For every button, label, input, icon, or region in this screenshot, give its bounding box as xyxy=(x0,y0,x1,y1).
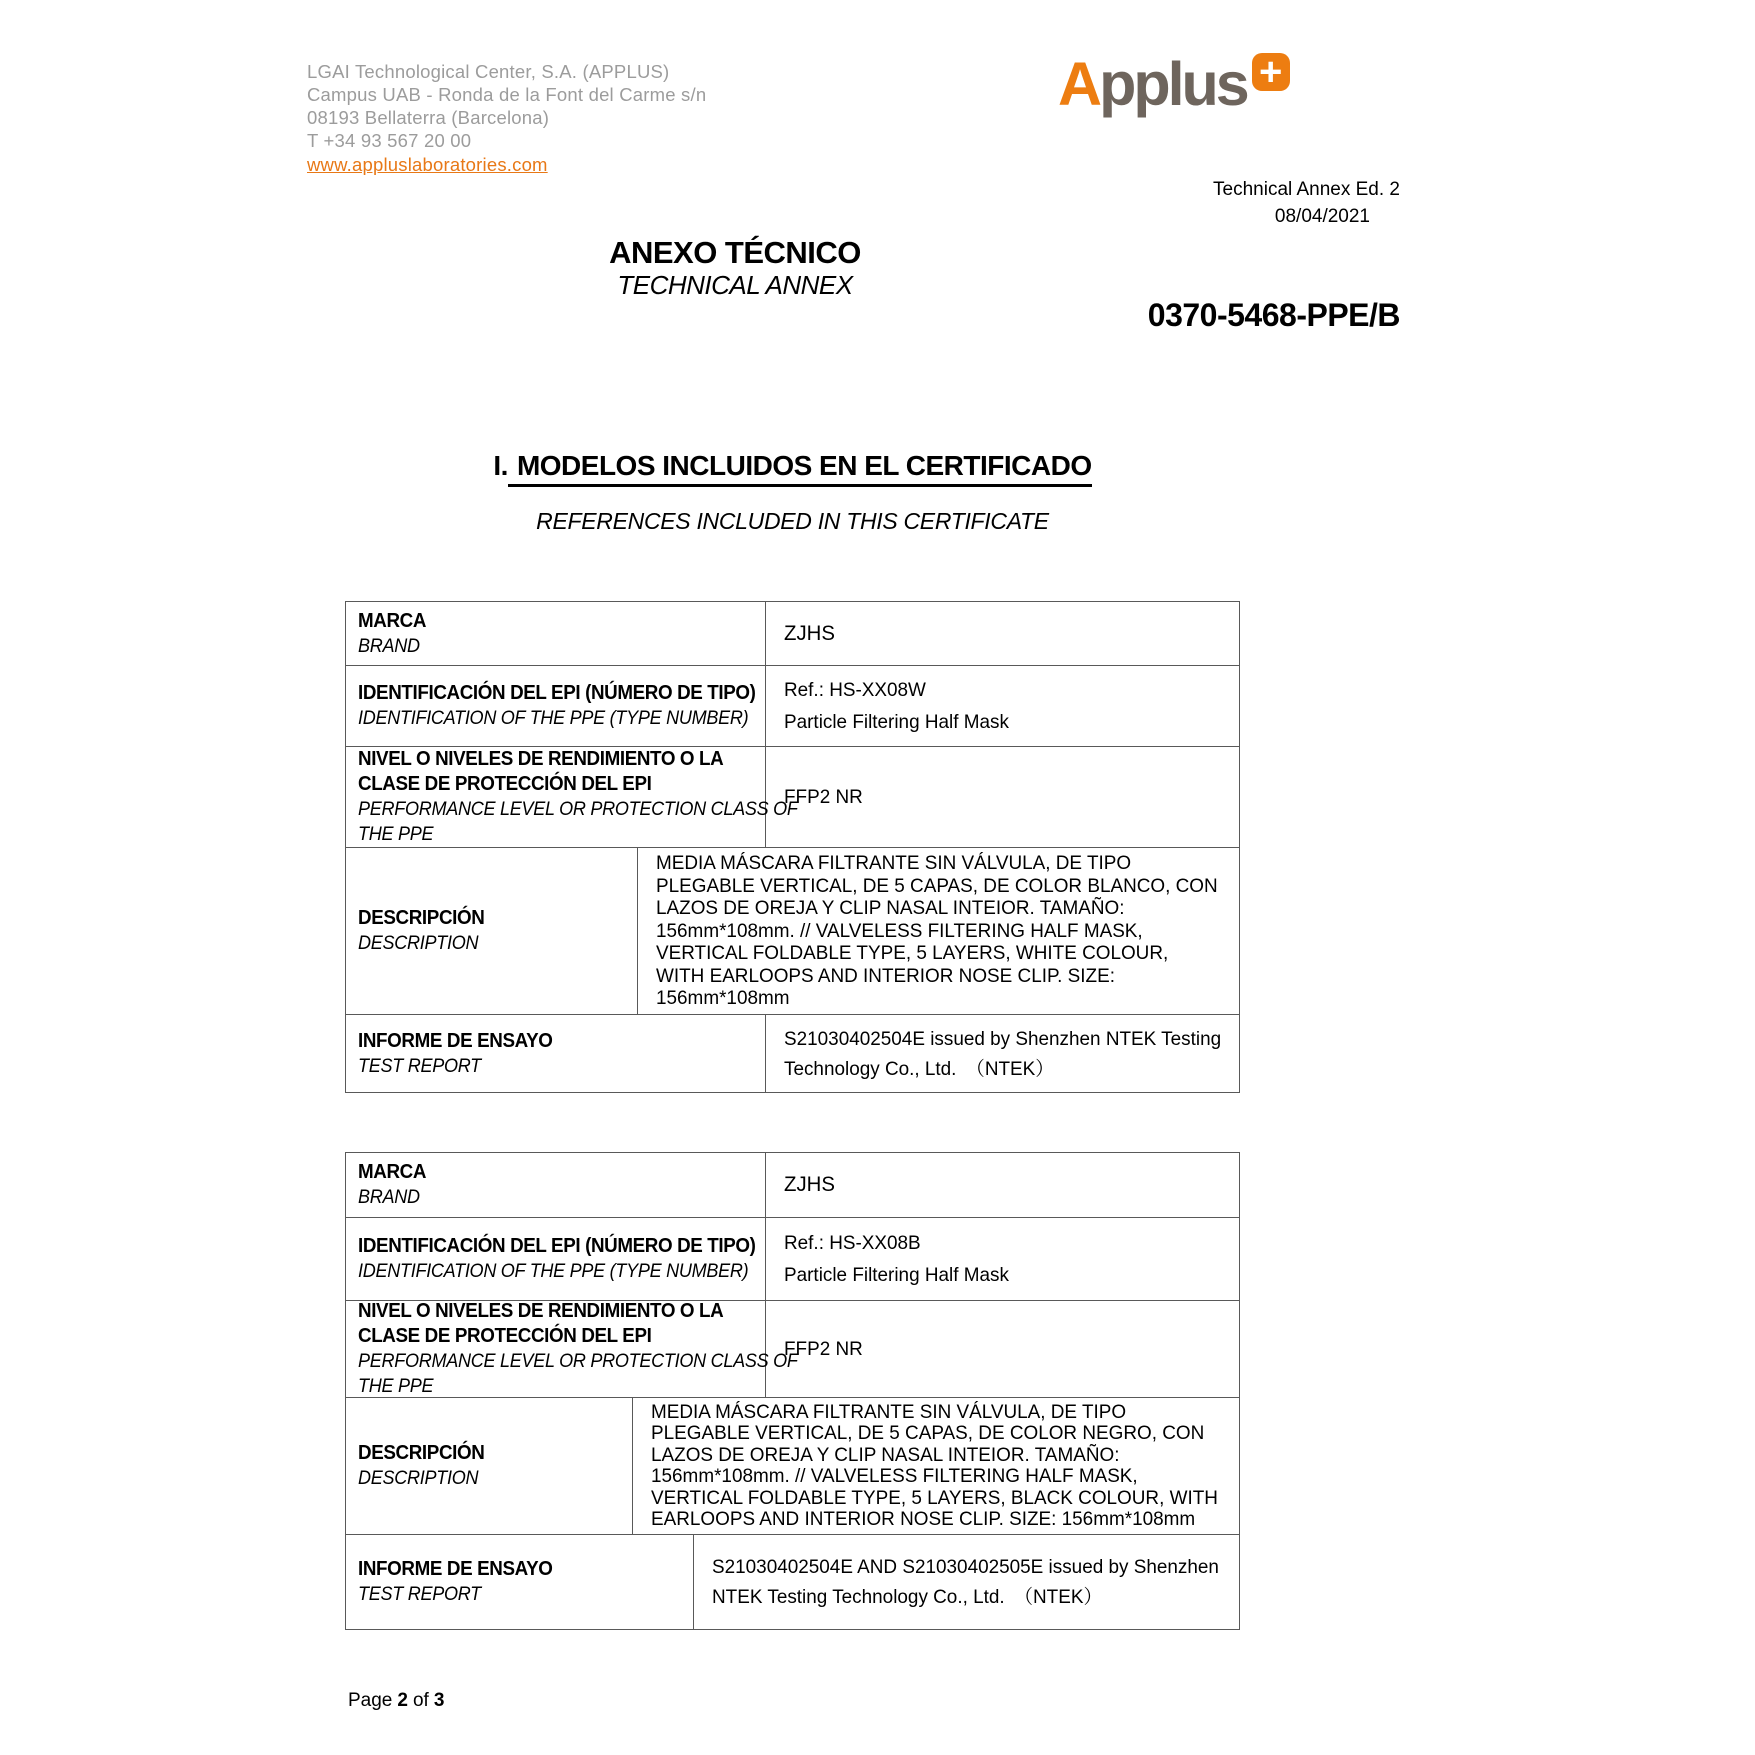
annex-edition: Technical Annex Ed. 2 xyxy=(1213,179,1400,200)
text-line: IDENTIFICATION OF THE PPE (TYPE NUMBER) xyxy=(358,1261,749,1282)
text-line: NTEK Testing Technology Co., Ltd. （NTEK） xyxy=(712,1586,1103,1608)
text-line: ZJHS xyxy=(784,621,835,645)
models-table-1 xyxy=(345,601,1240,1093)
label-cell xyxy=(346,1218,766,1300)
value-cell xyxy=(766,1015,1239,1092)
text-line: LAZOS DE OREJA Y CLIP NASAL INTEIOR. TAMAÑO: xyxy=(650,1443,1120,1466)
text-line: Particle Filtering Half Mask xyxy=(784,1264,1009,1286)
table-row-description xyxy=(346,1398,1239,1535)
value-cell xyxy=(766,747,1239,847)
page-current: 2 xyxy=(397,1690,408,1711)
text-line: DESCRIPCIÓN xyxy=(358,1442,485,1464)
section-heading-text: MODELOS INCLUIDOS EN EL CERTIFICADO xyxy=(508,450,1092,487)
table-row-brand xyxy=(346,1153,1239,1218)
text-line: 156mm*108mm. // VALVELESS FILTERING HALF MASK, xyxy=(650,1465,1138,1487)
text-line: 156mm*108mm xyxy=(655,987,790,1010)
applus-logo xyxy=(1058,52,1290,116)
document-title-block xyxy=(285,236,1185,300)
label-cell xyxy=(346,666,766,746)
label-english xyxy=(358,1054,763,1079)
logo-wordmark xyxy=(1058,52,1247,116)
text-line: S21030402504E AND S21030402505E issued by Shenzhen xyxy=(712,1556,1220,1578)
text-line: ZJHS xyxy=(784,1173,835,1196)
value-text xyxy=(784,1170,1235,1200)
label-cell xyxy=(346,1535,694,1629)
label-spanish xyxy=(358,747,763,797)
label-english xyxy=(358,1259,763,1284)
annex-date: 08/04/2021 xyxy=(1274,206,1370,227)
text-line: INFORME DE ENSAYO xyxy=(358,1558,553,1580)
text-line: IDENTIFICATION OF THE PPE (TYPE NUMBER) xyxy=(358,708,749,729)
text-line: DESCRIPCIÓN xyxy=(358,907,485,929)
value-text xyxy=(784,619,1235,649)
label-english xyxy=(358,1349,798,1399)
text-line: PERFORMANCE LEVEL OR PROTECTION CLASS OF xyxy=(358,799,798,820)
value-text xyxy=(784,1334,1235,1364)
label-spanish xyxy=(358,906,635,931)
value-text xyxy=(784,782,1235,812)
text-line: BRAND xyxy=(358,1187,420,1208)
table-row-performance-level xyxy=(346,747,1239,848)
label-cell xyxy=(346,1015,766,1092)
label-spanish xyxy=(358,1160,763,1185)
table-row-test-report xyxy=(346,1535,1239,1629)
table-row-description xyxy=(346,848,1239,1015)
value-text xyxy=(651,1402,1235,1531)
certificate-number: 0370-5468-PPE/B xyxy=(1147,297,1400,333)
label-cell xyxy=(346,848,638,1014)
label-cell xyxy=(346,1300,798,1397)
text-line: NIVEL O NIVELES DE RENDIMIENTO O LA xyxy=(358,748,724,770)
text-line: Ref.: HS-XX08B xyxy=(784,1232,921,1254)
value-cell xyxy=(766,666,1239,746)
value-text xyxy=(784,674,1235,738)
value-text xyxy=(784,1227,1235,1291)
label-spanish xyxy=(358,1299,763,1349)
website-link[interactable]: www.appluslaboratories.com xyxy=(307,154,548,175)
text-line: WITH EARLOOPS AND INTERIOR NOSE CLIP. SIZE: xyxy=(655,964,1115,987)
phone-line: T +34 93 567 20 00 xyxy=(307,130,472,151)
label-spanish xyxy=(358,1441,630,1466)
text-line: TEST REPORT xyxy=(358,1584,481,1605)
logo-letter-a: A xyxy=(1058,50,1100,118)
label-english xyxy=(358,797,798,847)
text-line: EARLOOPS AND INTERIOR NOSE CLIP. SIZE: 156mm*108mm xyxy=(650,1508,1195,1530)
text-line: CLASE DE PROTECCIÓN DEL EPI xyxy=(358,1325,652,1347)
value-cell xyxy=(638,848,1239,1014)
label-english xyxy=(358,706,763,731)
label-cell xyxy=(346,602,766,665)
label-spanish xyxy=(358,609,763,634)
text-line: MARCA xyxy=(358,1161,427,1183)
label-spanish xyxy=(358,1234,763,1259)
label-cell xyxy=(346,747,798,847)
label-english xyxy=(358,634,763,659)
label-spanish xyxy=(358,681,763,706)
text-line: BRAND xyxy=(358,635,420,657)
text-line: IDENTIFICACIÓN DEL EPI (NÚMERO DE TIPO) xyxy=(358,682,756,704)
text-line: FFP2 NR xyxy=(784,786,863,808)
value-text xyxy=(712,1552,1235,1612)
value-cell xyxy=(766,1153,1239,1217)
text-line: DESCRIPTION xyxy=(358,1468,479,1489)
text-line: FFP2 NR xyxy=(784,1338,863,1360)
company-address xyxy=(307,60,706,176)
text-line: S21030402504E issued by Shenzhen NTEK Testing xyxy=(784,1027,1222,1050)
text-line: Technology Co., Ltd. （NTEK） xyxy=(784,1057,1055,1080)
address-line: Campus UAB - Ronda de la Font del Carme s/n xyxy=(307,84,707,105)
table-row-identification xyxy=(346,666,1239,747)
company-name: LGAI Technological Center, S.A. (APPLUS) xyxy=(307,61,670,82)
page-total: 3 xyxy=(433,1690,445,1711)
label-english xyxy=(358,1466,630,1491)
label-spanish xyxy=(358,1557,691,1582)
section-heading xyxy=(345,450,1240,482)
plus-icon: + xyxy=(1252,53,1290,91)
logo-letters-pplus: pplus xyxy=(1099,50,1247,118)
value-text xyxy=(656,852,1235,1010)
text-line: PLEGABLE VERTICAL, DE 5 CAPAS, DE COLOR NEGRO, CON xyxy=(650,1422,1204,1444)
page-footer xyxy=(348,1690,444,1712)
address-line: 08193 Bellaterra (Barcelona) xyxy=(307,107,550,128)
label-english xyxy=(358,931,635,956)
value-cell xyxy=(766,1218,1239,1300)
models-table-2 xyxy=(345,1152,1240,1630)
text-line: INFORME DE ENSAYO xyxy=(358,1029,553,1052)
text-line: VERTICAL FOLDABLE TYPE, 5 LAYERS, WHITE COLOUR, xyxy=(655,942,1169,965)
label-cell xyxy=(346,1153,766,1217)
table-row-test-report xyxy=(346,1015,1239,1092)
text-line: MEDIA MÁSCARA FILTRANTE SIN VÁLVULA, DE TIPO xyxy=(650,1400,1126,1423)
text-line: IDENTIFICACIÓN DEL EPI (NÚMERO DE TIPO) xyxy=(358,1235,756,1257)
section-subheading: REFERENCES INCLUDED IN THIS CERTIFICATE xyxy=(536,508,1049,534)
table-row-performance-level xyxy=(346,1301,1239,1398)
text-line: PERFORMANCE LEVEL OR PROTECTION CLASS OF xyxy=(358,1351,798,1372)
label-spanish xyxy=(358,1029,763,1054)
text-line: LAZOS DE OREJA Y CLIP NASAL INTEIOR. TAMAÑO: xyxy=(655,897,1125,920)
section-numeral: I. xyxy=(493,450,508,481)
value-text xyxy=(784,1024,1235,1084)
annex-info xyxy=(1000,176,1400,230)
label-cell xyxy=(346,1398,633,1534)
text-line: CLASE DE PROTECCIÓN DEL EPI xyxy=(358,773,652,795)
table-row-brand xyxy=(346,602,1239,666)
label-english xyxy=(358,1185,763,1210)
text-line: 156mm*108mm. // VALVELESS FILTERING HALF MASK, xyxy=(655,919,1143,942)
text-line: Particle Filtering Half Mask xyxy=(784,711,1009,733)
text-line: THE PPE xyxy=(358,824,434,845)
text-line: THE PPE xyxy=(358,1376,434,1397)
page-word: Page xyxy=(348,1690,393,1711)
title-english: TECHNICAL ANNEX xyxy=(617,270,853,300)
value-cell xyxy=(633,1398,1239,1534)
text-line: MEDIA MÁSCARA FILTRANTE SIN VÁLVULA, DE TIPO xyxy=(655,852,1132,875)
value-cell xyxy=(766,1301,1239,1397)
table-row-identification xyxy=(346,1218,1239,1301)
value-cell xyxy=(694,1535,1239,1629)
text-line: TEST REPORT xyxy=(358,1055,481,1077)
title-spanish: ANEXO TÉCNICO xyxy=(609,235,861,270)
of-word: of xyxy=(412,1690,429,1711)
text-line: Ref.: HS-XX08W xyxy=(784,679,926,701)
value-cell xyxy=(766,602,1239,665)
text-line: MARCA xyxy=(358,609,427,632)
label-english xyxy=(358,1582,691,1607)
text-line: PLEGABLE VERTICAL, DE 5 CAPAS, DE COLOR BLANCO, CON xyxy=(655,874,1218,897)
text-line: DESCRIPTION xyxy=(358,933,479,954)
text-line: NIVEL O NIVELES DE RENDIMIENTO O LA xyxy=(358,1300,724,1322)
text-line: VERTICAL FOLDABLE TYPE, 5 LAYERS, BLACK COLOUR, WITH xyxy=(650,1486,1218,1509)
